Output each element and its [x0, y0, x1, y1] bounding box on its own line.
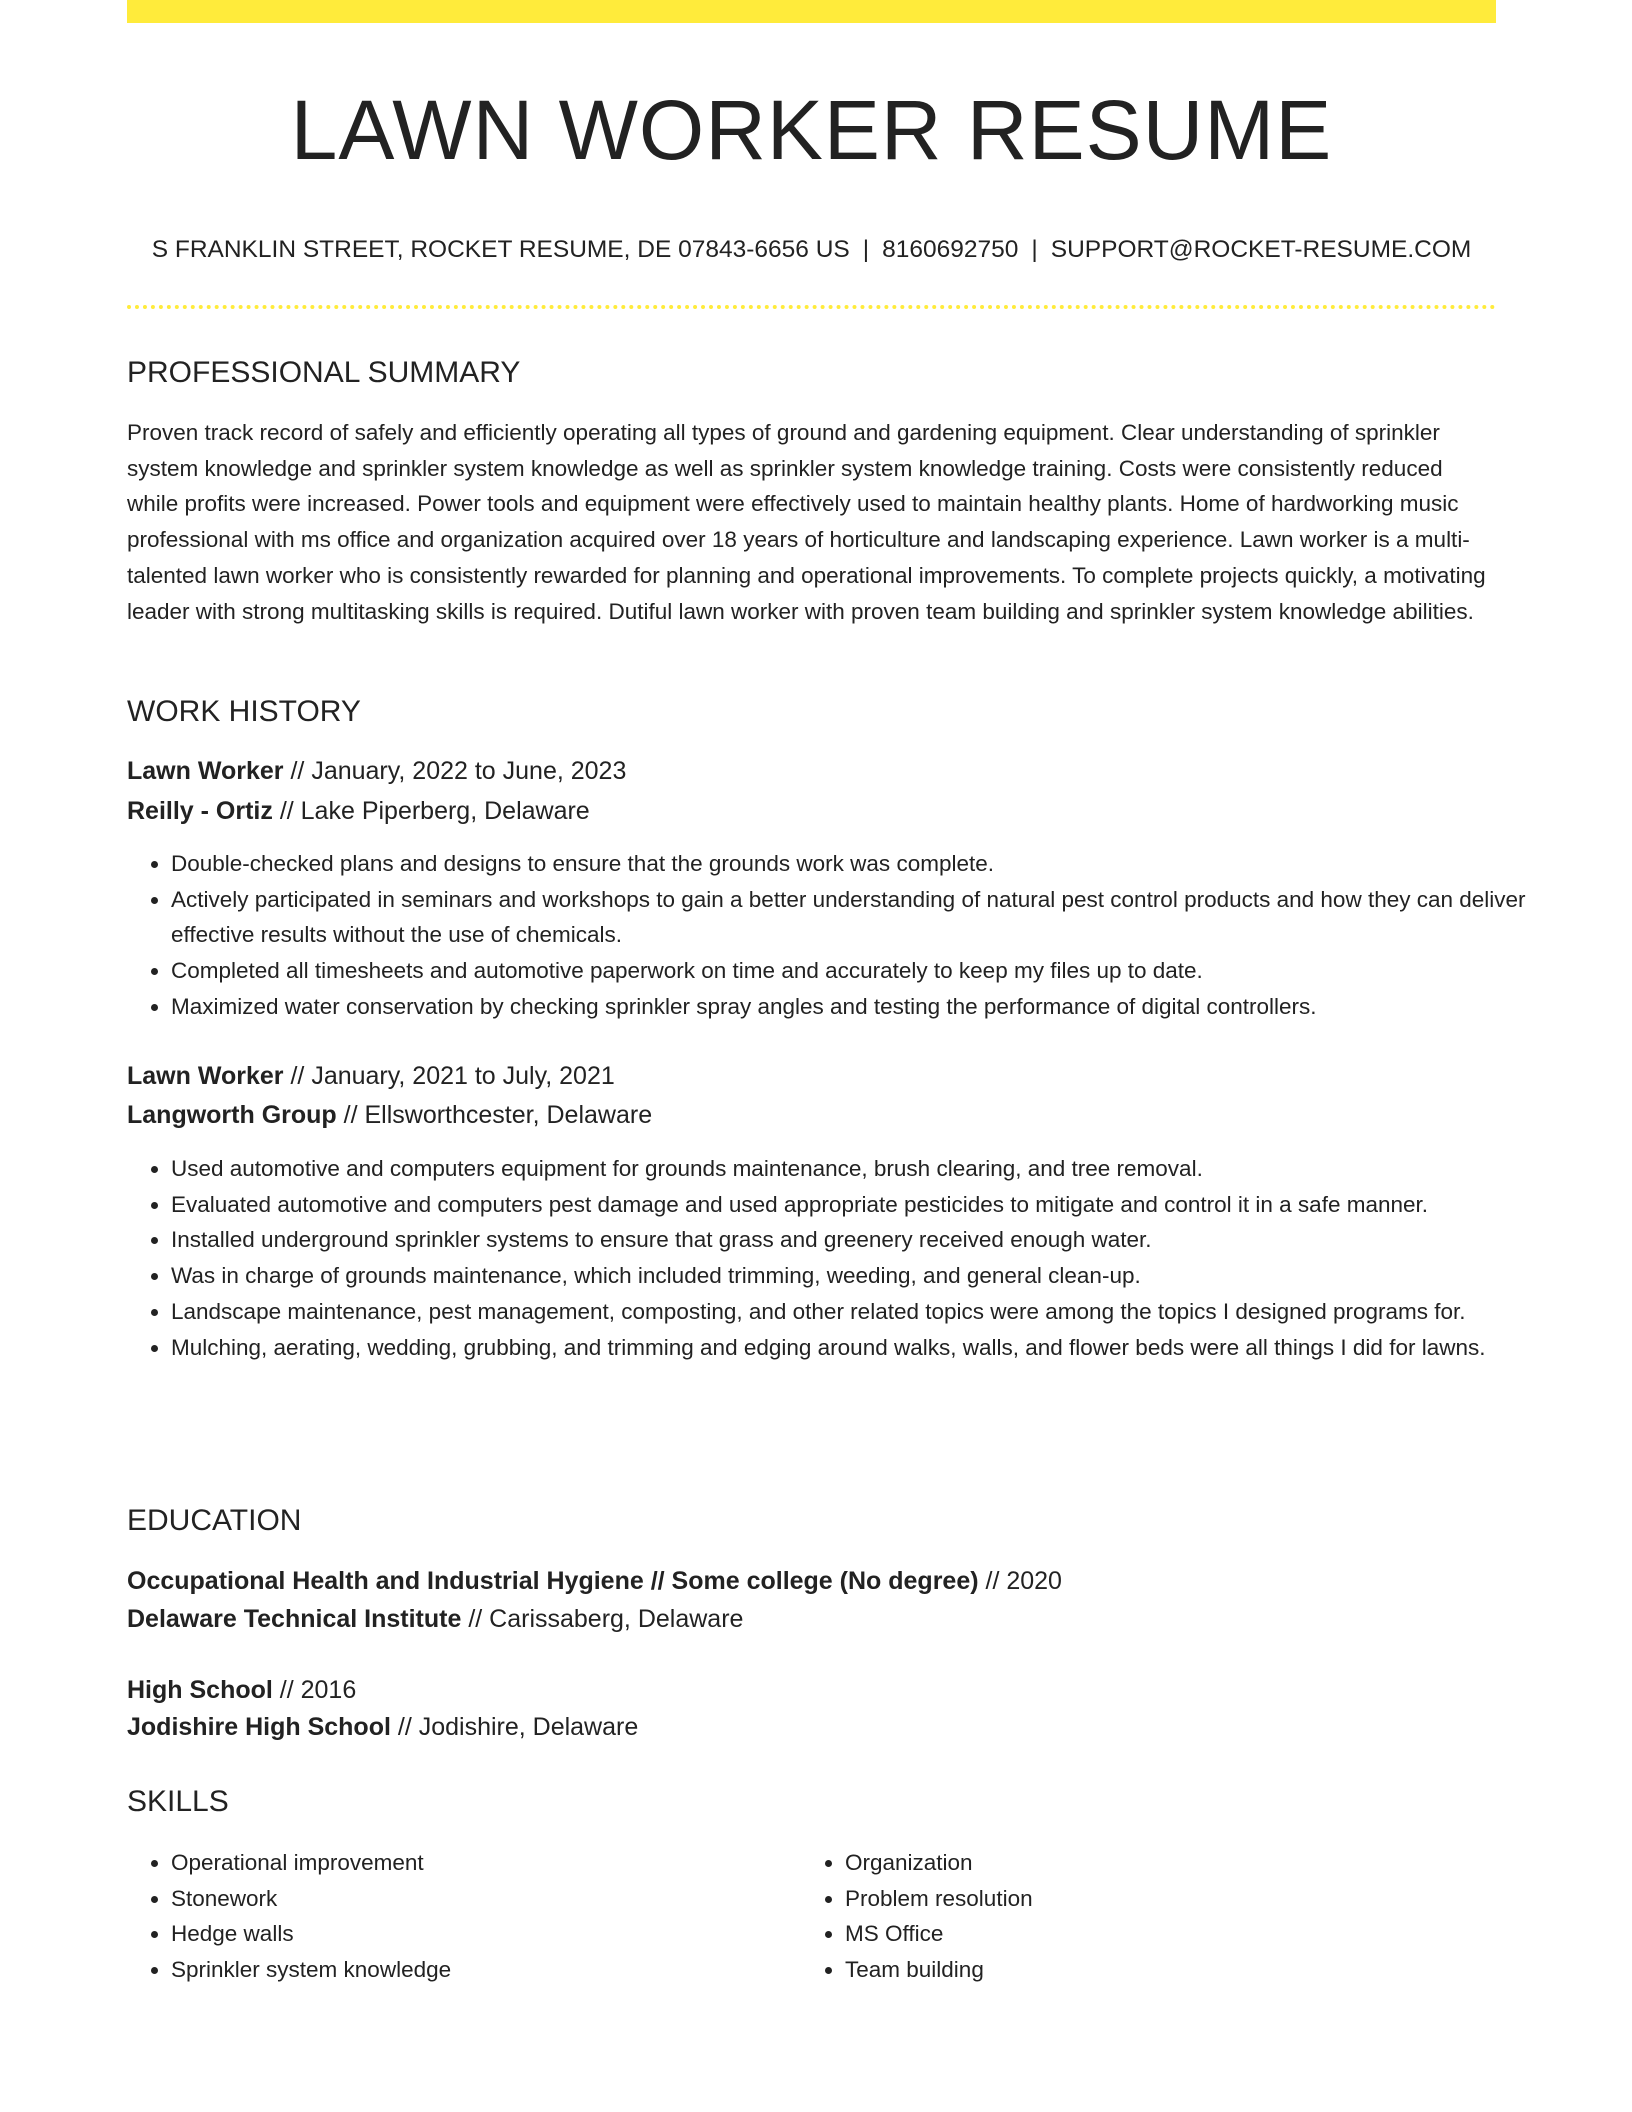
header-divider — [127, 305, 1496, 309]
skill-item: • Operational improvement — [171, 1845, 771, 1881]
job-bullet-list — [127, 846, 1540, 1025]
education-location: // Jodishire, Delaware — [390, 1713, 639, 1741]
list-item: • Completed all timesheets and automotive paperwork on time and accurately to keep my files up to date. — [171, 953, 1540, 989]
skill-item: • Hedge walls — [171, 1916, 771, 1952]
skill-item: • Team building — [845, 1952, 1445, 1988]
skill-item: • Problem resolution — [845, 1881, 1445, 1917]
job-company: Langworth Group — [127, 1101, 337, 1129]
contact-line — [127, 236, 1496, 264]
job-location: // Ellsworthcester, Delaware — [336, 1101, 653, 1129]
list-item: • Mulching, aerating, wedding, grubbing, and trimming and edging around walks, walls, and flower beds were all things I did for lawns. — [171, 1330, 1540, 1366]
education-degree: High School — [127, 1676, 273, 1704]
skills-list-left — [127, 1845, 771, 1988]
job-dates: // January, 2022 to June, 2023 — [283, 757, 627, 785]
education-school: Delaware Technical Institute — [127, 1605, 462, 1633]
list-item: • Maximized water conservation by checking sprinkler spray angles and testing the performance of digital controllers. — [171, 989, 1540, 1025]
contact-email[interactable]: SUPPORT@ROCKET-RESUME.COM — [1050, 236, 1472, 263]
contact-separator: | — [862, 236, 870, 263]
education-location: // Carissaberg, Delaware — [461, 1605, 744, 1633]
contact-phone[interactable]: 8160692750 — [882, 236, 1019, 263]
list-item: • Used automotive and computers equipment for grounds maintenance, brush clearing, and tree removal. — [171, 1151, 1540, 1187]
job-title-line — [127, 755, 626, 787]
list-item: • Installed underground sprinkler systems to ensure that grass and greenery received enough water. — [171, 1222, 1540, 1258]
job-company-line — [127, 795, 590, 827]
list-item: • Evaluated automotive and computers pest damage and used appropriate pesticides to mitigate and control it in a safe manner. — [171, 1187, 1540, 1223]
job-title: Lawn Worker — [127, 1062, 284, 1090]
skill-item: • Sprinkler system knowledge — [171, 1952, 771, 1988]
contact-separator: | — [1031, 236, 1038, 263]
education-school: Jodishire High School — [127, 1713, 391, 1741]
list-item: • Double-checked plans and designs to ensure that the grounds work was complete. — [171, 846, 1540, 882]
contact-address: S FRANKLIN STREET, ROCKET RESUME, DE 07843-6656 US — [151, 236, 850, 263]
section-heading-work-history: WORK HISTORY — [127, 695, 361, 728]
education-degree: Occupational Health and Industrial Hygiene // Some college (No degree) — [127, 1567, 979, 1595]
resume-title: LAWN WORKER RESUME — [290, 83, 1333, 177]
job-bullet-list — [127, 1151, 1540, 1365]
accent-top-bar — [127, 0, 1496, 23]
list-item: • Landscape maintenance, pest management, composting, and other related topics were among the topics I designed programs for. — [171, 1294, 1540, 1330]
job-location: // Lake Piperberg, Delaware — [272, 797, 590, 825]
skill-item: • Organization — [845, 1845, 1445, 1881]
education-year: // 2016 — [272, 1676, 357, 1704]
summary-text: Proven track record of safely and efficiently operating all types of ground and gardening equipment. Clear understanding of sprinkler system knowledge and sprinkler system knowledge as well as sprinkler system knowledge training. Costs were consistently reduced while profits were increased. Power tools and equipment were effectively used to maintain healthy plants. Home of hardworking music professional with ms office and organization acquired over 18 years of horticulture and landscaping experience. Lawn worker is a multi-talented lawn worker who is consistently rewarded for planning and operational improvements. To complete projects quickly, a motivating leader with strong multitasking skills is required. Dutiful lawn worker with proven team building and sprinkler system knowledge abilities. — [127, 420, 1486, 624]
job-title-line — [127, 1060, 615, 1092]
education-school-line — [127, 1603, 743, 1635]
section-heading-skills: SKILLS — [127, 1785, 229, 1818]
skills-list-right — [801, 1845, 1445, 1988]
education-school-line — [127, 1711, 638, 1743]
education-degree-line — [127, 1674, 356, 1706]
list-item: • Was in charge of grounds maintenance, which included trimming, weeding, and general clean-up. — [171, 1258, 1540, 1294]
job-company-line — [127, 1099, 652, 1131]
skill-item: • Stonework — [171, 1881, 771, 1917]
section-heading-education: EDUCATION — [127, 1504, 302, 1537]
job-company: Reilly - Ortiz — [127, 797, 273, 825]
job-title: Lawn Worker — [127, 757, 284, 785]
education-degree-line — [127, 1565, 1062, 1597]
list-item: • Actively participated in seminars and workshops to gain a better understanding of natural pest control products and how they can deliver effective results without the use of chemicals. — [171, 882, 1540, 953]
skill-item: • MS Office — [845, 1916, 1445, 1952]
education-year: // 2020 — [978, 1567, 1062, 1595]
section-heading-summary: PROFESSIONAL SUMMARY — [127, 356, 521, 389]
job-dates: // January, 2021 to July, 2021 — [283, 1062, 615, 1090]
